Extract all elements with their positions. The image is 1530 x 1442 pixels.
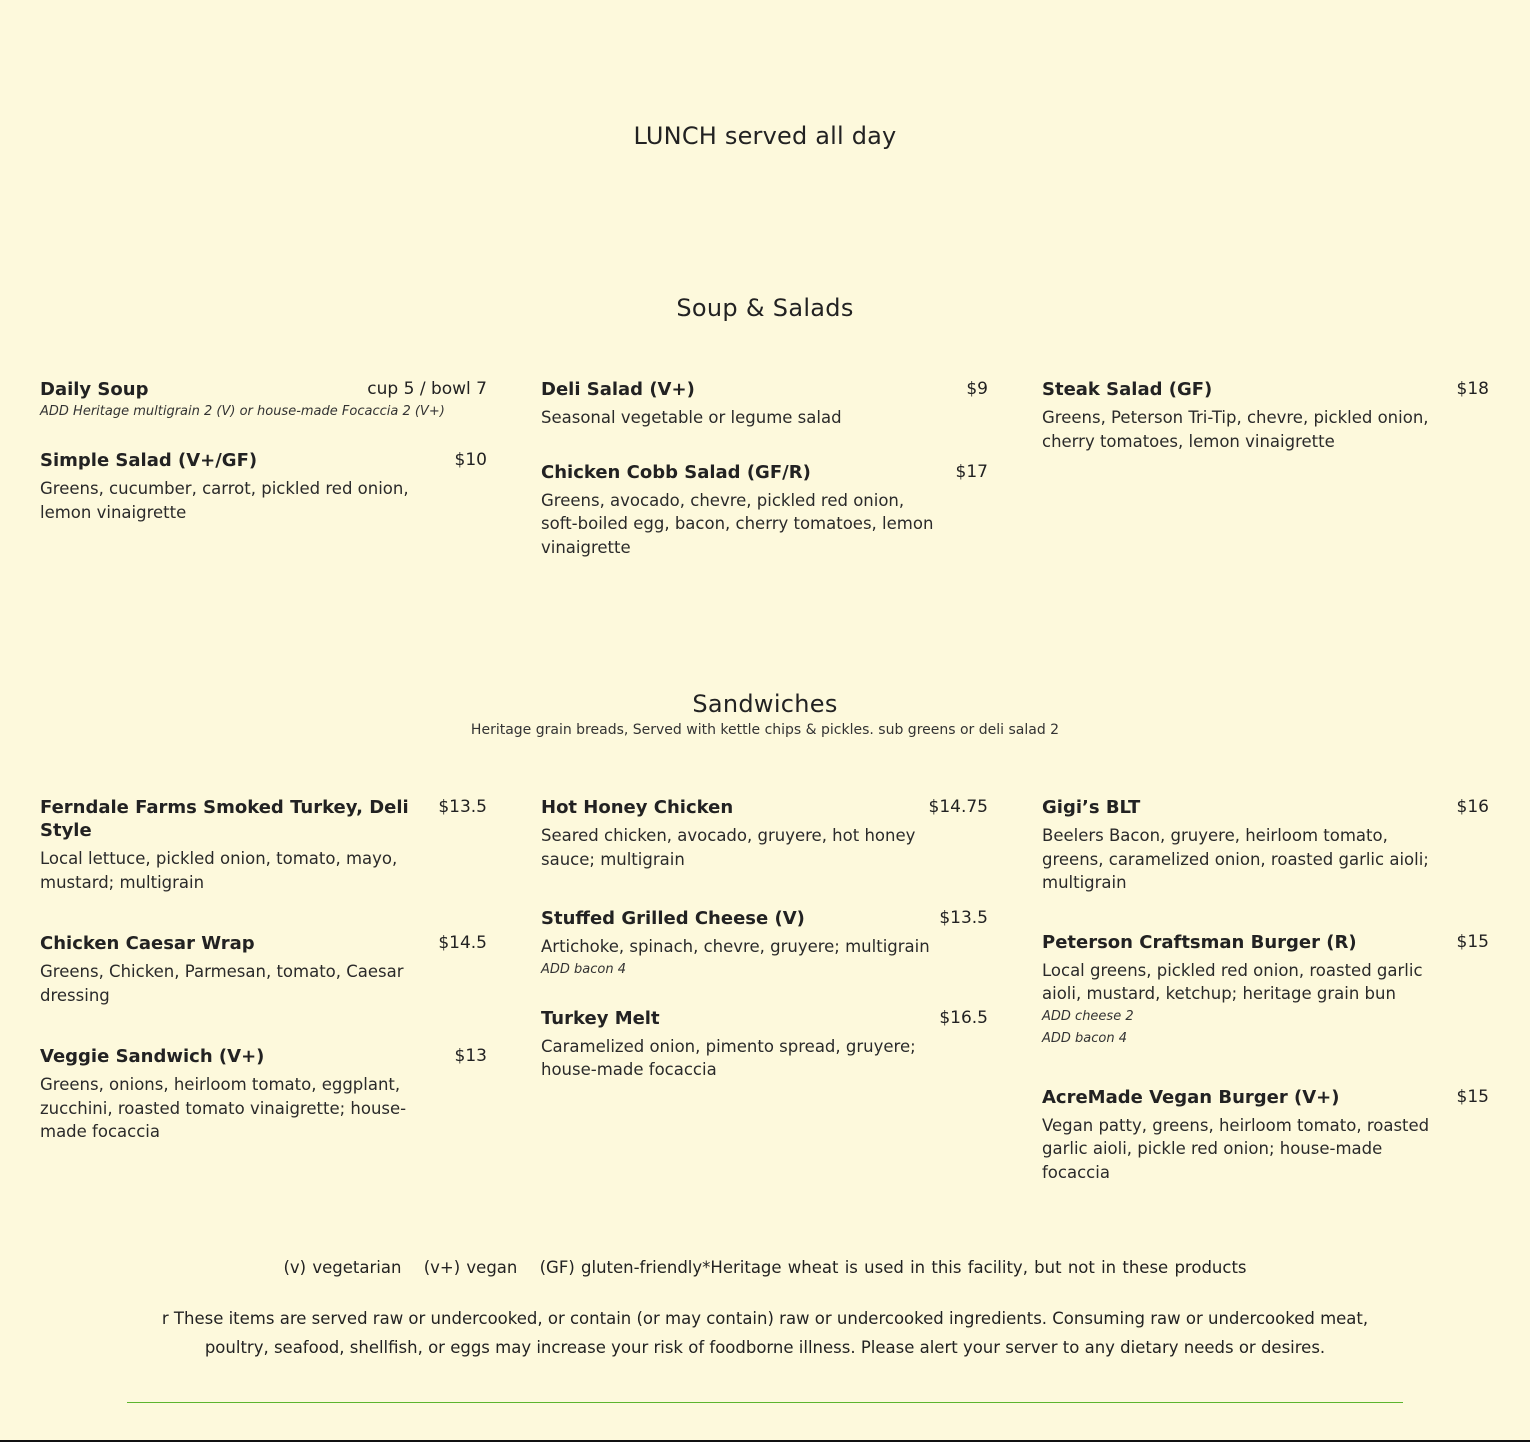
item-add-on: ADD cheese 2 (1042, 1008, 1134, 1024)
item-name: Steak Salad (GF) (1042, 379, 1213, 400)
menu-item-veggie-sandwich (40, 1045, 487, 1144)
item-price: $15 (1456, 931, 1489, 952)
menu-item-steak-salad (1042, 378, 1489, 453)
item-description: Greens, Chicken, Parmesan, tomato, Caesar dressing (40, 962, 404, 1005)
item-price: $15 (1456, 1086, 1489, 1107)
item-name: Chicken Caesar Wrap (40, 933, 255, 954)
item-price: $16 (1456, 797, 1489, 817)
soup-salads-column-3 (1042, 378, 1489, 453)
sandwiches-heading: Sandwiches (692, 690, 838, 718)
menu-item-deli-salad (541, 378, 988, 430)
item-price: $17 (955, 461, 988, 482)
item-price: $9 (966, 379, 988, 399)
menu-item-smoked-turkey (40, 796, 487, 894)
item-price: $13 (454, 1046, 487, 1066)
item-name: AcreMade Vegan Burger (V+) (1042, 1086, 1340, 1108)
menu-item-craftsman-burger (1042, 931, 1489, 1050)
item-name: Peterson Craftsman Burger (R) (1042, 931, 1357, 953)
item-name: Deli Salad (V+) (541, 379, 695, 400)
item-description: Seared chicken, avocado, gruyere, hot honey sauce; multigrain (541, 826, 916, 869)
item-price: $14.75 (928, 797, 988, 817)
footer-divider (127, 1402, 1403, 1403)
item-description: Local greens, pickled red onion, roasted garlic aioli, mustard, ketchup; heritage grain bun (1042, 960, 1423, 1003)
item-description: Vegan patty, greens, heirloom tomato, roasted garlic aioli, pickle red onion; house-made focaccia (1042, 1115, 1430, 1182)
item-name: Stuffed Grilled Cheese (V) (541, 908, 805, 929)
item-name: Hot Honey Chicken (541, 797, 734, 818)
sandwiches-subheading: Heritage grain breads, Served with kettle chips & pickles. sub greens or deli salad 2 (470, 722, 1060, 738)
item-price: $10 (454, 450, 487, 470)
item-description: Seasonal vegetable or legume salad (541, 408, 842, 427)
legend-vegetarian: (v) vegetarian (283, 1258, 402, 1277)
menu-item-simple-salad (40, 449, 487, 524)
item-add-on: ADD Heritage multigrain 2 (V) or house-made Focaccia 2 (V+) (40, 404, 445, 419)
item-name: Turkey Melt (541, 1007, 660, 1029)
item-description: Greens, avocado, chevre, pickled red onion, soft-boiled egg, bacon, cherry tomatoes, lemon vinaigrette (541, 490, 934, 557)
item-description: Greens, Peterson Tri-Tip, chevre, pickled onion, cherry tomatoes, lemon vinaigrette (1042, 408, 1429, 451)
item-description: Caramelized onion, pimento spread, gruyere; house-made focaccia (541, 1036, 916, 1079)
legend-heritage-wheat-note: *Heritage wheat is used in this facility, but not in these products (702, 1258, 1247, 1277)
dietary-legend (0, 1258, 1530, 1277)
menu-item-hot-honey-chicken (541, 796, 988, 871)
page-title: LUNCH served all day (633, 122, 897, 150)
item-description: Greens, cucumber, carrot, pickled red onion, lemon vinaigrette (40, 479, 409, 522)
item-description: Beelers Bacon, gruyere, heirloom tomato, greens, caramelized onion, roasted garlic aioli; multigrain (1042, 826, 1429, 892)
menu-item-vegan-burger (1042, 1086, 1489, 1185)
item-description: Local lettuce, pickled onion, tomato, mayo, mustard; multigrain (40, 849, 398, 892)
menu-item-gigis-blt (1042, 796, 1489, 895)
item-price: $13.5 (939, 908, 988, 928)
item-name: Simple Salad (V+/GF) (40, 450, 258, 471)
soup-salads-column-2 (541, 378, 988, 559)
item-price: $14.5 (438, 933, 487, 953)
item-price: cup 5 / bowl 7 (367, 379, 487, 399)
legend-gluten-friendly: (GF) gluten-friendly (539, 1258, 703, 1277)
item-name: Daily Soup (40, 379, 149, 400)
sandwiches-column-3 (1042, 796, 1489, 1184)
raw-food-disclaimer: r These items are served raw or undercooked, or contain (or may contain) raw or undercooked ingredients. Consuming raw or undercooked meat, poultry, seafood, shellfish, or eggs may increase your risk of foodborne illness. Please alert your server to any dietary needs or desires. (161, 1309, 1369, 1357)
item-price: $13.5 (438, 797, 487, 817)
sandwiches-column-1 (40, 796, 487, 1144)
item-description: Artichoke, spinach, chevre, gruyere; multigrain (541, 937, 930, 956)
item-add-on: ADD bacon 4 (1042, 1030, 1128, 1046)
sandwiches-column-2 (541, 796, 988, 1082)
item-name: Ferndale Farms Smoked Turkey, Deli Style (40, 797, 409, 841)
menu-item-chicken-cobb-salad (541, 461, 988, 560)
item-name: Veggie Sandwich (V+) (40, 1046, 265, 1067)
item-price: $18 (1456, 379, 1489, 399)
menu-item-daily-soup (40, 378, 487, 423)
menu-item-turkey-melt (541, 1007, 988, 1082)
soup-salads-heading: Soup & Salads (676, 294, 854, 322)
item-description: Greens, onions, heirloom tomato, eggplant, zucchini, roasted tomato vinaigrette; house-made focaccia (40, 1075, 407, 1141)
menu-item-stuffed-grilled-cheese (541, 907, 988, 981)
item-name: Gigi’s BLT (1042, 797, 1141, 818)
soup-salads-column-1 (40, 378, 487, 524)
menu-item-chicken-caesar-wrap (40, 932, 487, 1007)
legend-vegan: (v+) vegan (423, 1258, 518, 1277)
item-name: Chicken Cobb Salad (GF/R) (541, 461, 811, 483)
item-add-on: ADD bacon 4 (541, 961, 627, 977)
item-price: $16.5 (939, 1007, 988, 1028)
